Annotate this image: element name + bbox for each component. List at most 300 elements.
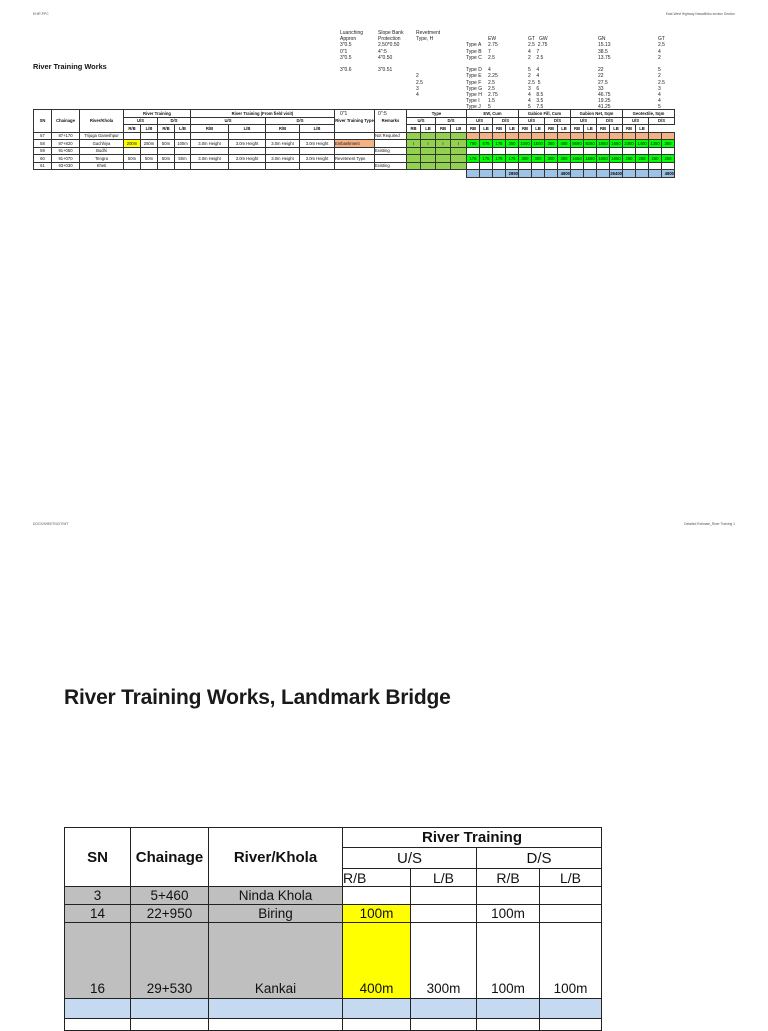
cell: 300m: [411, 923, 477, 999]
cell: [477, 1019, 540, 1031]
col-chainage: Chainage: [131, 828, 209, 887]
cell: 175: [493, 155, 506, 163]
total-ew: 2850: [506, 170, 519, 178]
cell: [335, 170, 375, 178]
cell: [540, 999, 602, 1019]
col-rb: RB: [519, 125, 532, 133]
cell: 8680: [572, 140, 582, 146]
cell: [636, 147, 649, 155]
cell: 100m: [540, 923, 602, 999]
col-lb: L/B: [175, 125, 191, 133]
note-col-gn: GN 15.13 38.5 13.75 22 22 27.5 33 46.75 19.25 41.25: [598, 36, 611, 111]
cell: [540, 887, 602, 905]
cell: [584, 170, 597, 178]
cell: [266, 147, 300, 155]
cell: 350: [545, 140, 558, 148]
cell: [451, 132, 467, 140]
col-rb: R/B: [343, 869, 411, 887]
cell: [229, 162, 266, 170]
col-river-training-field: River Training (From field visit): [191, 110, 335, 118]
cell-rt-type: [335, 162, 375, 170]
cell: [493, 162, 506, 170]
cell: [558, 132, 571, 140]
cell-chainage: 5+460: [131, 887, 209, 905]
cell: [597, 147, 610, 155]
cell: [540, 905, 602, 923]
col-us: U/S: [467, 117, 493, 125]
landmark-bridge-table: [64, 827, 602, 1031]
cell: [141, 162, 158, 170]
cell: [610, 147, 623, 155]
cell-river: Gachhiya: [80, 140, 124, 148]
cell: 1650: [598, 155, 608, 161]
cell: 3.0m Height: [229, 140, 266, 148]
cell: [506, 132, 519, 140]
note-col-gt-gw: GT GW 2.5 2.75 4 7 2 2.5 5 4 2 4 2.5 5 3 6 4 8.5 4 3.5 5 7.5: [528, 36, 548, 111]
totals-row: [34, 170, 675, 178]
col-ds: D/S: [436, 117, 467, 125]
col-rb: RB: [623, 125, 636, 133]
col-ds: D/S: [158, 117, 191, 125]
cell-remarks: [375, 140, 407, 148]
cell: 1500: [533, 140, 543, 146]
river-training-table: [33, 109, 675, 178]
col-sn: SN: [65, 828, 131, 887]
cell-chainage: 29+530: [131, 923, 209, 999]
col-ds: D/S: [649, 117, 675, 125]
cell: [191, 132, 229, 140]
cell: 3.0m Height: [229, 155, 266, 163]
cell: [124, 132, 141, 140]
cell-sn: 57: [34, 132, 52, 140]
cell-chainage: 22+950: [131, 905, 209, 923]
col-ds: D/S: [493, 117, 519, 125]
cell-chainage: 87+820: [52, 140, 80, 148]
cell-rt-type: Embankment: [335, 140, 375, 148]
cell: [158, 170, 175, 178]
cell: [519, 132, 532, 140]
cell: [141, 147, 158, 155]
cell: [532, 147, 545, 155]
cell: [451, 162, 467, 170]
col-lb: LB: [506, 125, 519, 133]
cell: [519, 170, 532, 178]
cell: 3.0m Height: [191, 155, 229, 163]
col-ew: EW, Cum: [467, 110, 519, 118]
cell: 8250: [585, 140, 595, 146]
cell-sn: 3: [65, 887, 131, 905]
cell: [610, 132, 623, 140]
note-col-revetment: Revetment Type, H 2 2.5 3 4: [416, 30, 441, 99]
cell: [649, 170, 662, 178]
cell: [493, 132, 506, 140]
col-gabion-fill: Gabion Fill, Cum: [519, 110, 571, 118]
cell: [467, 132, 480, 140]
cell: [545, 132, 558, 140]
cell: 3.0m Height: [300, 155, 335, 163]
page-header-left: DOCS/SHEETNO/T/WT: [33, 522, 69, 526]
col-river: River/Khola: [209, 828, 343, 887]
col-us: U/S: [124, 117, 158, 125]
cell: [375, 170, 407, 178]
cell: 400m: [343, 923, 411, 999]
col-lb: LB: [532, 125, 545, 133]
col-rt-type: River Training Type: [335, 110, 375, 133]
cell-sn: 16: [65, 923, 131, 999]
cell: 300: [558, 155, 571, 163]
cell: [477, 887, 540, 905]
col-lb: LB: [636, 125, 649, 133]
cell: [300, 170, 335, 178]
total-gabion-net: 26400: [610, 170, 622, 176]
cell: [266, 170, 300, 178]
cell: 50m: [141, 155, 158, 163]
cell: [209, 999, 343, 1019]
col-lb: LB: [421, 125, 436, 133]
table-row: [34, 162, 675, 170]
cell: [467, 170, 480, 178]
cell: [436, 132, 451, 140]
cell: [343, 999, 411, 1019]
cell: 3.0m Height: [266, 140, 300, 148]
col-rb: R/B: [158, 125, 175, 133]
cell-sn: 60: [34, 155, 52, 163]
col-remarks: Remarks: [375, 110, 407, 133]
cell: [407, 162, 421, 170]
cell: [610, 162, 623, 170]
cell: [480, 162, 493, 170]
col-rb: R/B: [477, 869, 540, 887]
cell: 3.0m Height: [191, 140, 229, 148]
cell: [584, 162, 597, 170]
cell: 100m: [343, 905, 411, 923]
cell: 300: [545, 155, 558, 163]
cell: 300: [532, 155, 545, 163]
cell: [584, 132, 597, 140]
cell: [597, 132, 610, 140]
col-lb: LB: [480, 125, 493, 133]
col-lb: L/B: [141, 125, 158, 133]
col-rb: RB: [407, 125, 421, 133]
col-ds: D/S: [477, 848, 602, 869]
col-rb: R/B: [124, 125, 141, 133]
cell: [300, 162, 335, 170]
cell: [662, 132, 675, 140]
sheet-page-2: [0, 515, 768, 1024]
cell: [480, 132, 493, 140]
cell: [209, 1019, 343, 1031]
cell: 875: [480, 140, 493, 148]
cell: [571, 147, 584, 155]
col-rb: RB: [545, 125, 558, 133]
cell: [649, 162, 662, 170]
col-us: U/S: [191, 117, 266, 125]
cell: [545, 147, 558, 155]
cell: [436, 170, 451, 178]
cell: [131, 999, 209, 1019]
cell: [532, 132, 545, 140]
cell: [407, 170, 421, 178]
cell-chainage: 91+050: [52, 147, 80, 155]
cell: [436, 147, 451, 155]
cell: [636, 170, 649, 178]
cell: 1650: [598, 140, 608, 146]
cell: 750: [467, 140, 480, 148]
cell: [411, 887, 477, 905]
cell: [662, 147, 675, 155]
table-row: [65, 999, 602, 1019]
cell: [343, 887, 411, 905]
cell: [407, 147, 421, 155]
cell: [191, 162, 229, 170]
cell: [421, 155, 436, 163]
cell: [191, 170, 229, 178]
cell: [229, 170, 266, 178]
page-header-right: Detailed Estimate_River Training 1: [684, 522, 735, 526]
cell-sn: 59: [34, 147, 52, 155]
section-title: River Training Works, Landmark Bridge: [64, 686, 451, 709]
sheet-title: River Training Works: [33, 62, 107, 71]
cell: I: [421, 140, 436, 148]
cell: [421, 147, 436, 155]
cell: 1650: [611, 155, 621, 161]
cell-remarks: [375, 155, 407, 163]
cell: [519, 147, 532, 155]
cell: [80, 170, 124, 178]
cell: 100m: [175, 140, 191, 148]
table-row: [65, 887, 602, 905]
table-row: [65, 1019, 602, 1031]
cell-rt-type: [335, 147, 375, 155]
cell-rt-type: [335, 132, 375, 140]
col-rb: R/B: [266, 125, 300, 133]
cell: 1400: [637, 140, 647, 146]
cell: [158, 132, 175, 140]
table-row: [34, 140, 675, 148]
cell: [124, 147, 141, 155]
cell-river: Kheti: [80, 162, 124, 170]
cell: 250: [662, 155, 675, 163]
cell: [493, 170, 506, 178]
cell: I: [436, 140, 451, 148]
cell: 1650: [585, 155, 595, 161]
cell-chainage: 87+170: [52, 132, 80, 140]
cell: [411, 905, 477, 923]
col-river: River/Khola: [80, 110, 124, 133]
cell: [571, 170, 584, 178]
table-row: [65, 923, 602, 999]
cell: [623, 147, 636, 155]
cell: 250: [636, 155, 649, 163]
page-header-left: EHIP-PPC: [33, 12, 49, 16]
note-col-gt: GT 2.5 4 2 5 2 2.5 3 4 4 5: [658, 36, 665, 111]
cell: [175, 162, 191, 170]
cell: [451, 170, 467, 178]
col-ds: D/S: [266, 117, 335, 125]
cell: 175: [493, 140, 506, 148]
cell: [451, 155, 467, 163]
col-chainage: Chainage: [52, 110, 80, 133]
cell: 100m: [477, 923, 540, 999]
cell: [131, 1019, 209, 1031]
col-rb: RB: [493, 125, 506, 133]
cell: [623, 170, 636, 178]
cell: [411, 999, 477, 1019]
cell: I: [407, 140, 421, 148]
cell: 250m: [141, 140, 158, 148]
cell: [623, 162, 636, 170]
col-lb: L/B: [229, 125, 266, 133]
cell: [300, 147, 335, 155]
cell: [300, 132, 335, 140]
cell: [141, 132, 158, 140]
cell: 1650: [611, 140, 621, 146]
col-ds: D/S: [545, 117, 571, 125]
cell: [597, 170, 610, 178]
cell: [229, 147, 266, 155]
cell: 175: [480, 155, 493, 163]
cell: [493, 147, 506, 155]
cell: [584, 147, 597, 155]
col-rb: R/B: [191, 125, 229, 133]
cell-sn: 14: [65, 905, 131, 923]
cell: 100m: [477, 905, 540, 923]
cell: [571, 162, 584, 170]
col-lb: LB: [451, 125, 467, 133]
cell: [175, 170, 191, 178]
cell: 200m: [124, 140, 141, 148]
cell: 3.0m Height: [266, 155, 300, 163]
col-gabion-net: Gabion Net, Sqm: [571, 110, 623, 118]
cell: 2300: [624, 140, 634, 146]
cell: 350: [662, 140, 675, 148]
cell: [141, 170, 158, 178]
cell: 250: [623, 155, 636, 163]
cell: [636, 162, 649, 170]
cell: [519, 162, 532, 170]
col-lb: L/B: [540, 869, 602, 887]
cell-rt-type: Revetment Type: [335, 155, 375, 163]
cell: [436, 155, 451, 163]
cell: [124, 162, 141, 170]
cell: [467, 162, 480, 170]
cell: 50m: [124, 155, 141, 163]
col-rb: RB: [436, 125, 451, 133]
cell: 50m: [158, 155, 175, 163]
cell-remarks: Existing: [375, 147, 407, 155]
cell: [480, 170, 493, 178]
total-geotextile: 4800: [662, 170, 675, 178]
cell: 1350: [650, 140, 660, 146]
cell: [506, 162, 519, 170]
col-lb: LB: [584, 125, 597, 133]
col-us: U/S: [571, 117, 597, 125]
cell: 50m: [158, 140, 175, 148]
sheet-page-1: [0, 0, 768, 500]
note-col-slope: Slope Bank Protection 2.50*0.50 4":5 4"0.50 3"0.51 0":5: [378, 30, 404, 117]
col-lb: L/B: [300, 125, 335, 133]
cell: [558, 162, 571, 170]
cell: I: [451, 140, 467, 148]
table-row: [34, 147, 675, 155]
cell: [480, 147, 493, 155]
cell: [532, 170, 545, 178]
cell: [571, 132, 584, 140]
cell: [343, 1019, 411, 1031]
cell-river: Trijuga Ganeshpur: [80, 132, 124, 140]
cell: [407, 155, 421, 163]
cell-chainage: 91+070: [52, 155, 80, 163]
cell: [411, 1019, 477, 1031]
cell: 350: [506, 140, 519, 148]
cell: [421, 162, 436, 170]
col-lb: LB: [558, 125, 571, 133]
col-us: U/S: [623, 117, 649, 125]
cell: [266, 162, 300, 170]
cell: [597, 162, 610, 170]
col-lb: LB: [610, 125, 623, 133]
cell: [158, 147, 175, 155]
cell: 175: [467, 155, 480, 163]
cell: 300: [519, 155, 532, 163]
cell-river: Ninda Khola: [209, 887, 343, 905]
col-sn: SN: [34, 110, 52, 133]
cell: 175: [506, 155, 519, 163]
col-ds: D/S: [597, 117, 623, 125]
cell-river: Tengra: [80, 155, 124, 163]
cell: [649, 147, 662, 155]
cell: [65, 999, 131, 1019]
cell-sn: 58: [34, 140, 52, 148]
cell-chainage: 93+030: [52, 162, 80, 170]
note-col-apron: Luanching Appron 3"0.5 0"1 3"0.5 3"0.6 0"1: [340, 30, 364, 117]
col-rb: RB: [467, 125, 480, 133]
cell-remarks: Existing: [375, 162, 407, 170]
cell: [124, 170, 141, 178]
col-us: U/S: [407, 117, 436, 125]
cell: [545, 170, 558, 178]
cell: 250: [649, 155, 662, 163]
col-rb: RB: [597, 125, 610, 133]
cell: [532, 162, 545, 170]
cell: [636, 132, 649, 140]
cell: [540, 1019, 602, 1031]
cell-river: Kankai: [209, 923, 343, 999]
cell: [421, 132, 436, 140]
col-us: U/S: [343, 848, 477, 869]
page-header-right: East-West Highway Nawalthibu section Section: [665, 12, 735, 16]
table-row: [65, 905, 602, 923]
cell-remarks: Not Required: [375, 132, 407, 140]
cell: [229, 132, 266, 140]
cell: [662, 162, 675, 170]
table-row: [34, 155, 675, 163]
cell: [649, 132, 662, 140]
cell: [266, 132, 300, 140]
cell: [158, 162, 175, 170]
cell: 3.0m Height: [300, 140, 335, 148]
cell: [477, 999, 540, 1019]
col-us: U/S: [519, 117, 545, 125]
total-gabion-fill: 4800: [558, 170, 571, 178]
cell-river: Biring: [209, 905, 343, 923]
cell: [191, 147, 229, 155]
col-lb: L/B: [411, 869, 477, 887]
cell: [34, 170, 52, 178]
cell-sn: 61: [34, 162, 52, 170]
cell: [65, 1019, 131, 1031]
cell: 400: [558, 140, 571, 148]
